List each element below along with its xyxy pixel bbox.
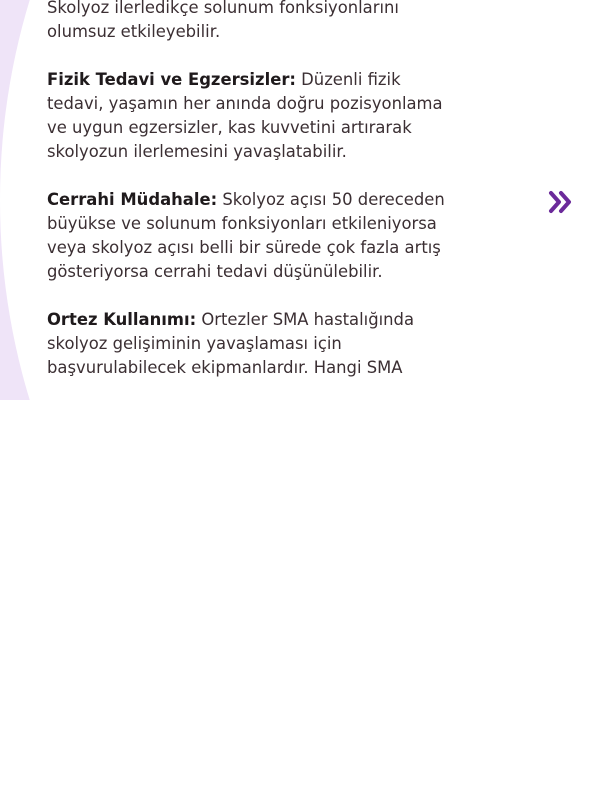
paragraph-intro xyxy=(47,0,447,44)
paragraph-title: Fizik Tedavi ve Egzersizler: xyxy=(47,70,296,89)
paragraph-text: Skolyoz açısı 50 dereceden büyükse ve solunum fonksiyonları etkileniyorsa veya skolyoz açısı belli bir sürede çok fazla artış gösteriyorsa cerrahi tedavi düşünülebilir. xyxy=(47,190,445,281)
paragraph-surgery xyxy=(47,188,447,284)
paragraph-title: Ortez Kullanımı: xyxy=(47,310,197,329)
next-button[interactable] xyxy=(545,186,577,218)
paragraph-orthosis xyxy=(47,308,447,380)
paragraph-text: Ortezler SMA hastalığında skolyoz gelişiminin yavaşlaması için başvurulabilecek ekipmanlardır. Hangi SMA xyxy=(47,310,415,377)
article-content xyxy=(47,0,447,404)
double-chevron-right-icon xyxy=(548,190,574,214)
paragraph-title: Cerrahi Müdahale: xyxy=(47,190,218,209)
paragraph-text: Skolyoz ilerledikçe solunum fonksiyonlarını olumsuz etkileyebilir. xyxy=(47,0,399,41)
paragraph-text: Düzenli fizik tedavi, yaşamın her anında doğru pozisyonlama ve uygun egzersizler, kas kuvvetini artırarak skolyozun ilerlemesini yavaşlatabilir. xyxy=(47,70,443,161)
paragraph-physical-therapy xyxy=(47,68,447,164)
